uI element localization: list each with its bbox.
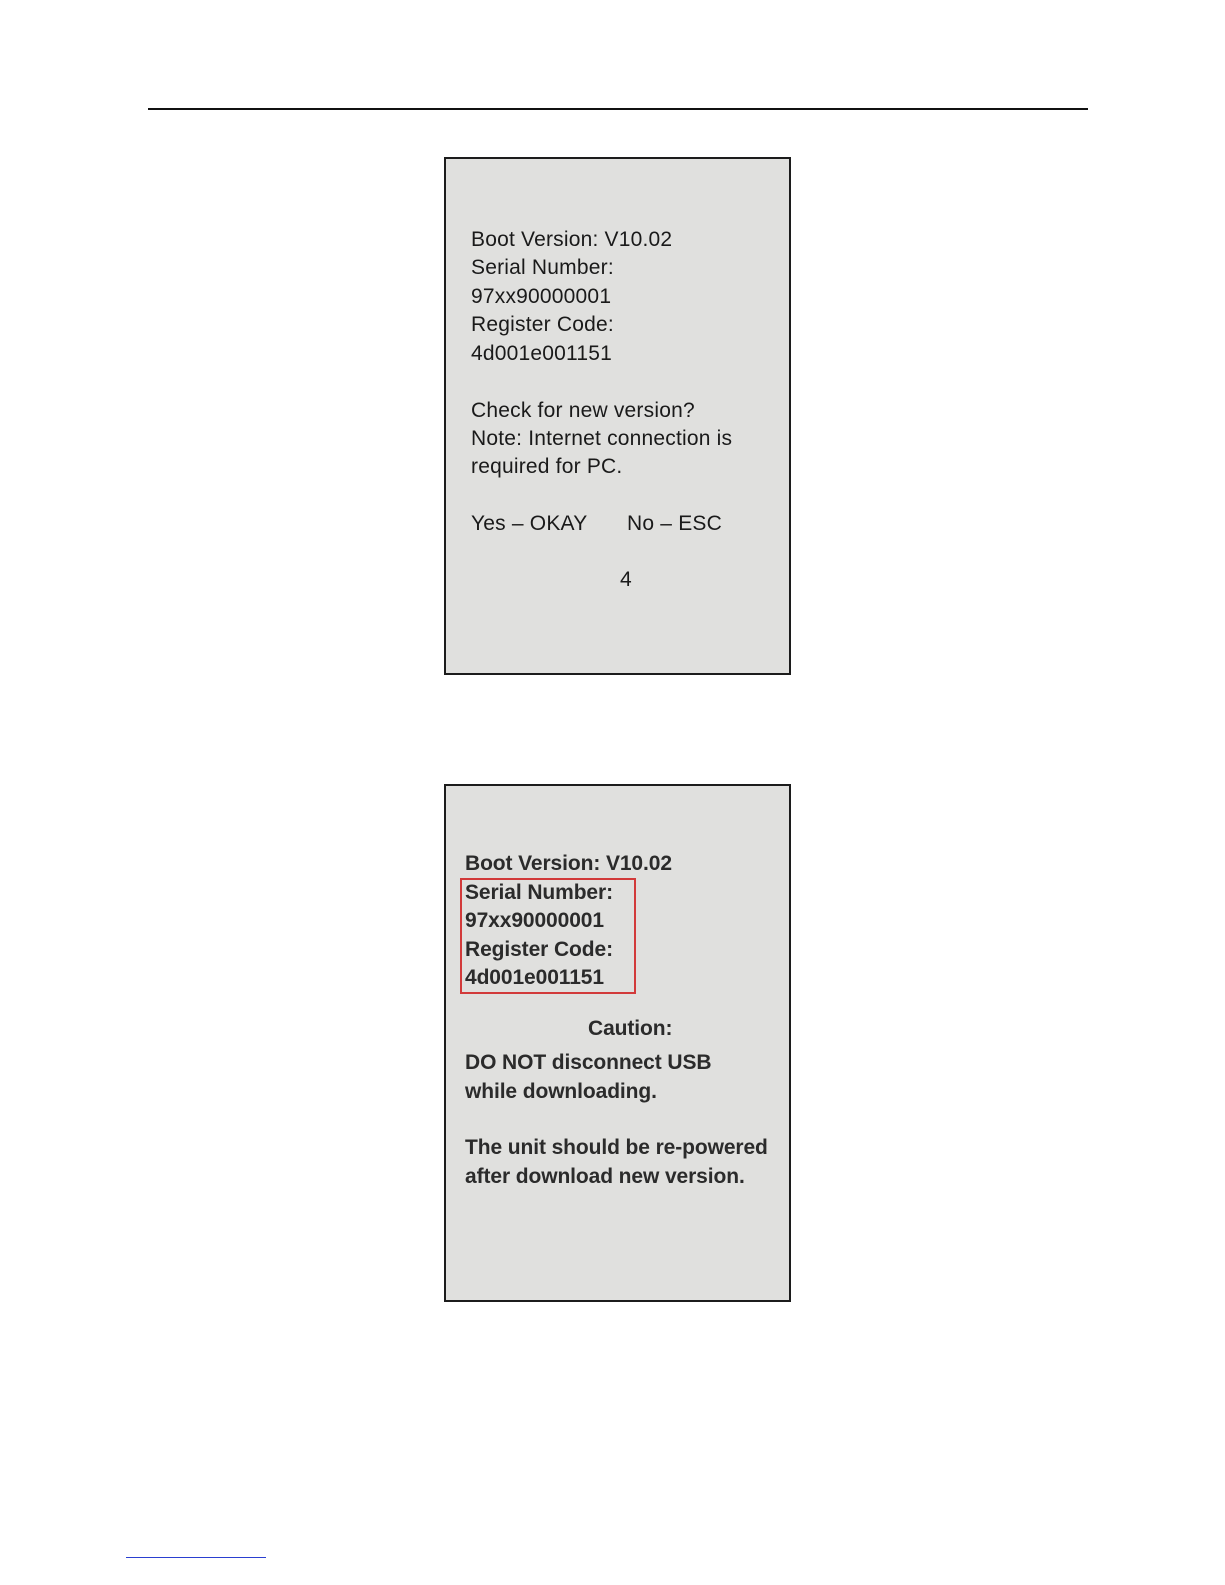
usb-warning-line-1: DO NOT disconnect USB bbox=[465, 1051, 712, 1074]
device-screen-update-prompt bbox=[444, 157, 791, 675]
check-version-question: Check for new version? bbox=[471, 399, 695, 422]
serial-number-value: 97xx90000001 bbox=[471, 285, 612, 308]
no-esc-option[interactable]: No – ESC bbox=[627, 512, 722, 535]
serial-number-value: 97xx90000001 bbox=[465, 909, 604, 932]
device-screen-download-caution bbox=[444, 784, 791, 1302]
footer-link-underline[interactable] bbox=[126, 1557, 266, 1558]
header-rule bbox=[148, 108, 1088, 110]
register-code-label: Register Code: bbox=[471, 313, 614, 336]
caution-title: Caution: bbox=[588, 1017, 673, 1040]
boot-version-text: Boot Version: V10.02 bbox=[471, 228, 673, 251]
usb-warning-line-2: while downloading. bbox=[465, 1080, 657, 1103]
countdown-number: 4 bbox=[620, 568, 632, 591]
register-code-value: 4d001e001151 bbox=[465, 966, 604, 989]
serial-number-label: Serial Number: bbox=[465, 881, 613, 904]
internet-note-line-1: Note: Internet connection is bbox=[471, 427, 733, 450]
register-code-label: Register Code: bbox=[465, 938, 613, 961]
serial-number-label: Serial Number: bbox=[471, 256, 614, 279]
repower-info-line-1: The unit should be re-powered bbox=[465, 1136, 768, 1159]
register-code-value: 4d001e001151 bbox=[471, 342, 612, 365]
internet-note-line-2: required for PC. bbox=[471, 455, 623, 478]
repower-info-line-2: after download new version. bbox=[465, 1165, 745, 1188]
yes-okay-option[interactable]: Yes – OKAY bbox=[471, 512, 588, 535]
boot-version-text: Boot Version: V10.02 bbox=[465, 852, 672, 875]
